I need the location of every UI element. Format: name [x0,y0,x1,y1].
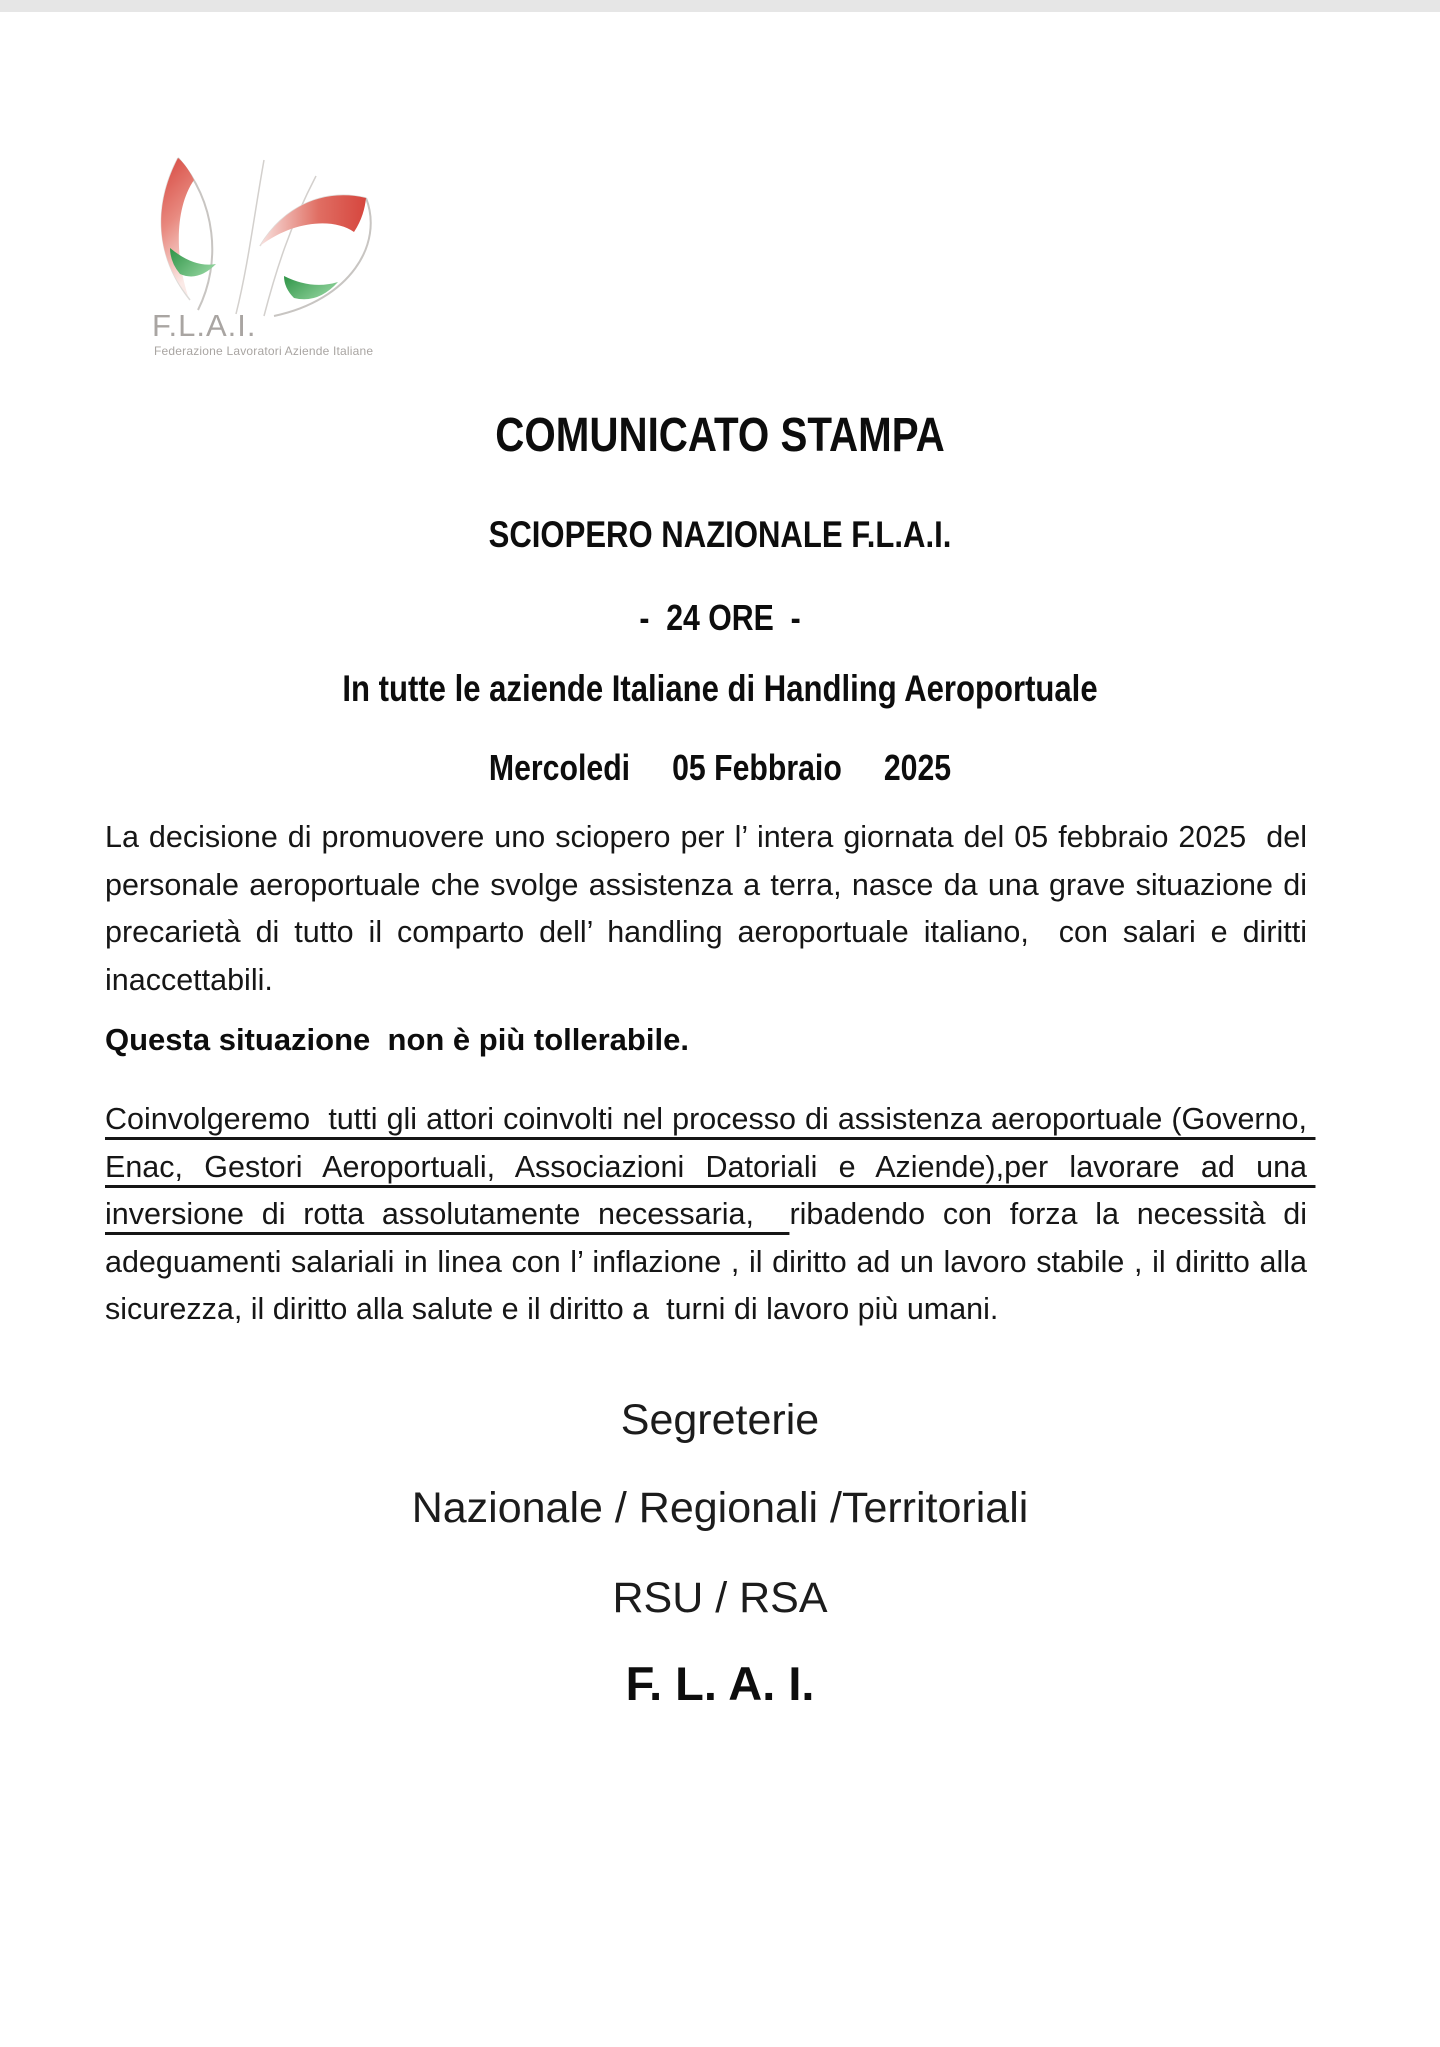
flai-logo [112,148,402,363]
signature-levels: Nazionale / Regionali /Territoriali [411,1484,1029,1532]
logo-acronym: F.L.A.I. [152,308,257,343]
flai-logo-leaves-icon [112,148,402,318]
top-scan-bar [0,0,1440,12]
logo-tagline: Federazione Lavoratori Aziende Italiane [154,344,374,358]
press-release-title: COMUNICATO STAMPA [495,409,945,462]
strike-subtitle: SCIOPERO NAZIONALE F.L.A.I. [488,514,952,555]
strike-date: Mercoledi 05 Febbraio 2025 [488,747,952,788]
paragraph-demands-normal-run: ribadendo con forza la necessità di adeguamenti salariali in linea con l’ inflazione , il diritto ad un lavoro stabile , il diritto alla sicurezza, il diritto alla salute e il diritto a turni di lavoro più umani. [105,1197,1316,1326]
signature-rsu-rsa: RSU / RSA [612,1574,828,1622]
strike-duration: - 24 ORE - [639,597,801,638]
signature-flai: F. L. A. I. [625,1657,815,1710]
strike-scope: In tutte le aziende Italiane di Handling Aeroportuale [342,668,1098,709]
signature-segreterie: Segreterie [620,1396,820,1444]
statement-intolerable: Questa situazione non è più tollerabile. [105,1022,689,1057]
paragraph-decision: La decisione di promuovere uno sciopero per l’ intera giornata del 05 febbraio 2025 del personale aeroportuale che svolge assistenza a terra, nasce da una grave situazione di precarietà di tutto il comparto dell’ handling aeroportuale italiano, con salari e diritti inaccettabili. [105,820,1324,997]
paragraph-demands-underlined-run: Coinvolgeremo tutti gli attori coinvolti nel processo di assistenza aeroportuale (Governo, Enac, Gestori Aeroportuali, Associazioni Datoriali e Aziende),per lavorare ad una inversione di rotta assolutamente necessaria, [105,1102,1316,1231]
paragraph-demands [105,1096,1316,1334]
